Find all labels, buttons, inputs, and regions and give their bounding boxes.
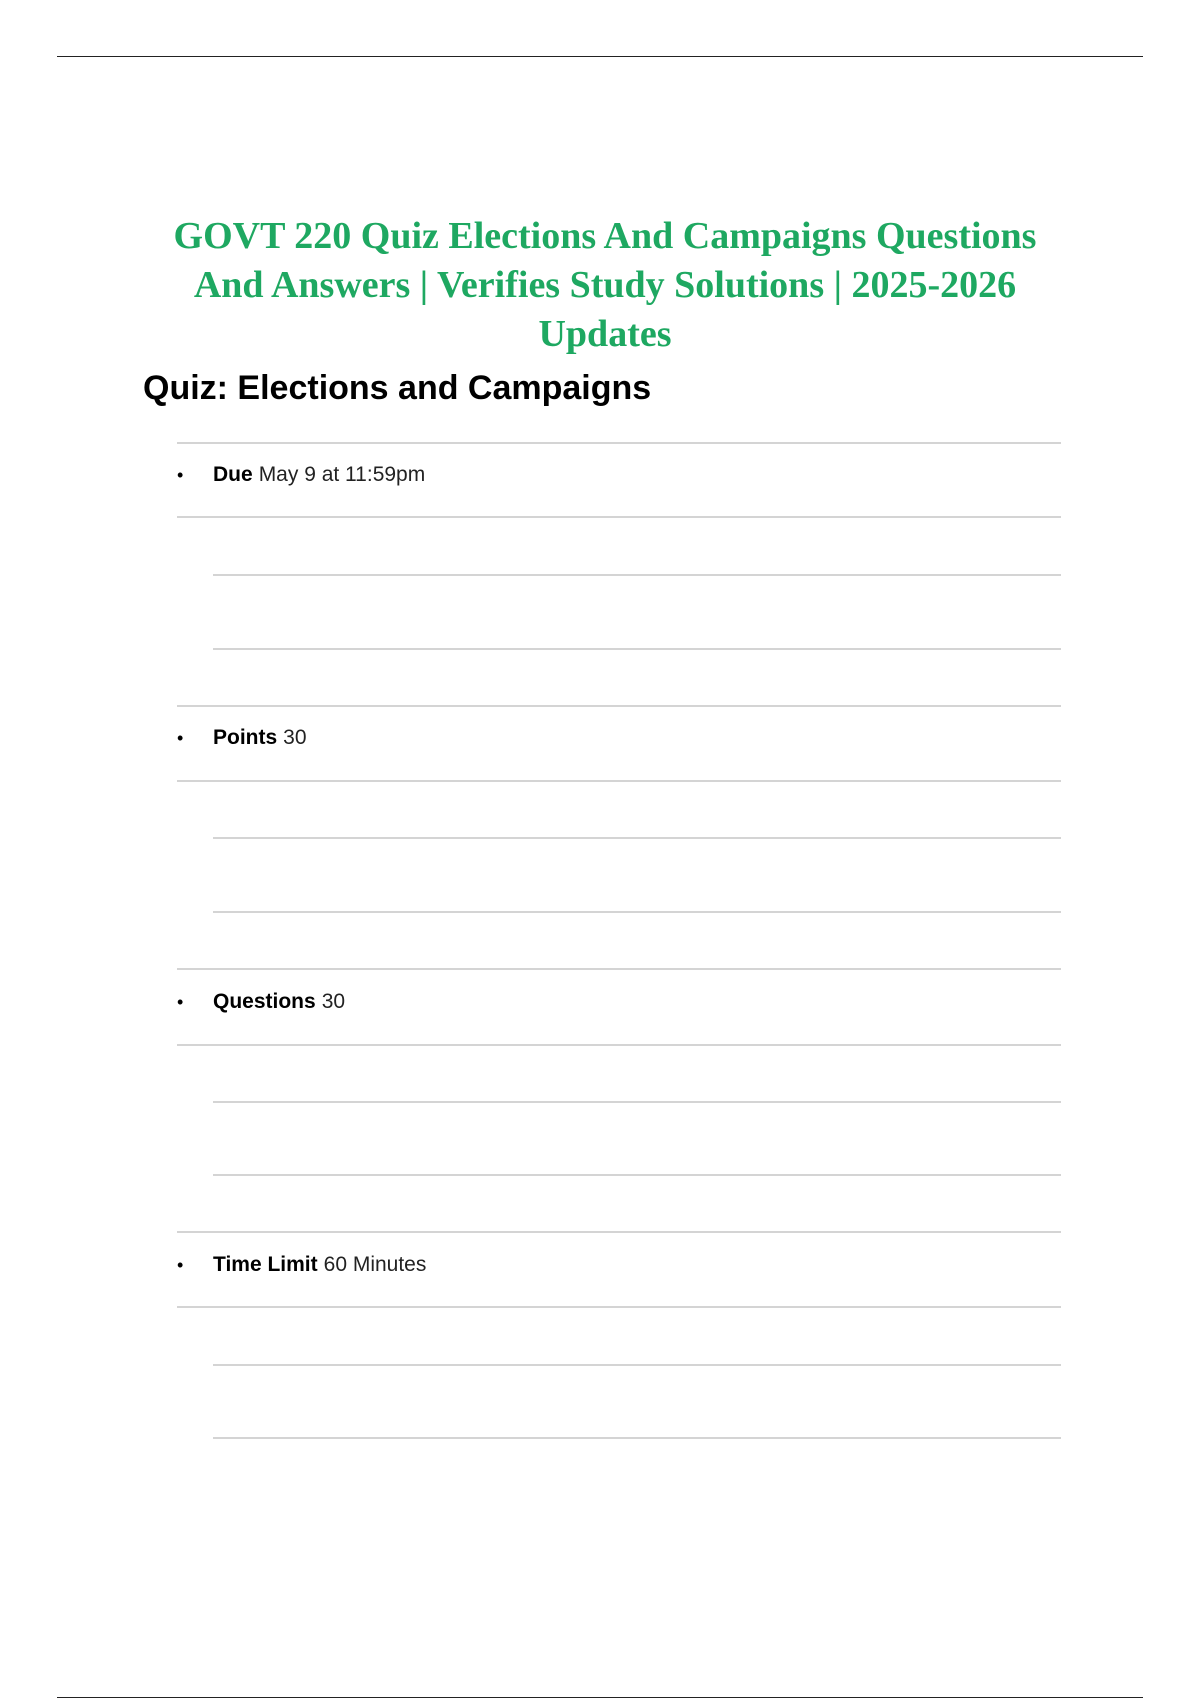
detail-label: Points [213,726,278,749]
detail-label: Time Limit [213,1253,318,1276]
detail-label: Questions [213,990,316,1013]
quiz-heading: Quiz: Elections and Campaigns [143,369,652,407]
detail-value: 30 [321,990,346,1013]
bullet-icon: • [177,728,184,748]
divider [213,837,1061,839]
document-title: GOVT 220 Quiz Elections And Campaigns Questions And Answers | Verifies Study Solutions | 2025-2026 Updates [173,215,1037,355]
divider [177,442,1061,444]
divider [177,1231,1061,1233]
detail-value: 60 Minutes [323,1253,427,1276]
divider [177,1044,1061,1046]
divider [213,911,1061,913]
divider [213,1174,1061,1176]
detail-item-due [177,460,1061,490]
divider [213,574,1061,576]
detail-item-time-limit [177,1250,1061,1280]
divider [177,780,1061,782]
detail-item-points [177,723,1061,753]
detail-value: May 9 at 11:59pm [258,463,426,486]
divider [213,1437,1061,1439]
detail-item-questions [177,987,1061,1017]
divider [213,648,1061,650]
detail-label: Due [213,463,253,486]
bullet-icon: • [177,465,184,485]
divider [177,705,1061,707]
divider [213,1364,1061,1366]
bullet-icon: • [177,1255,184,1275]
divider [177,1306,1061,1308]
divider [177,516,1061,518]
page-bottom-rule [57,1697,1143,1698]
detail-value: 30 [283,726,307,749]
divider [177,968,1061,970]
bullet-icon: • [177,992,184,1012]
divider [213,1101,1061,1103]
